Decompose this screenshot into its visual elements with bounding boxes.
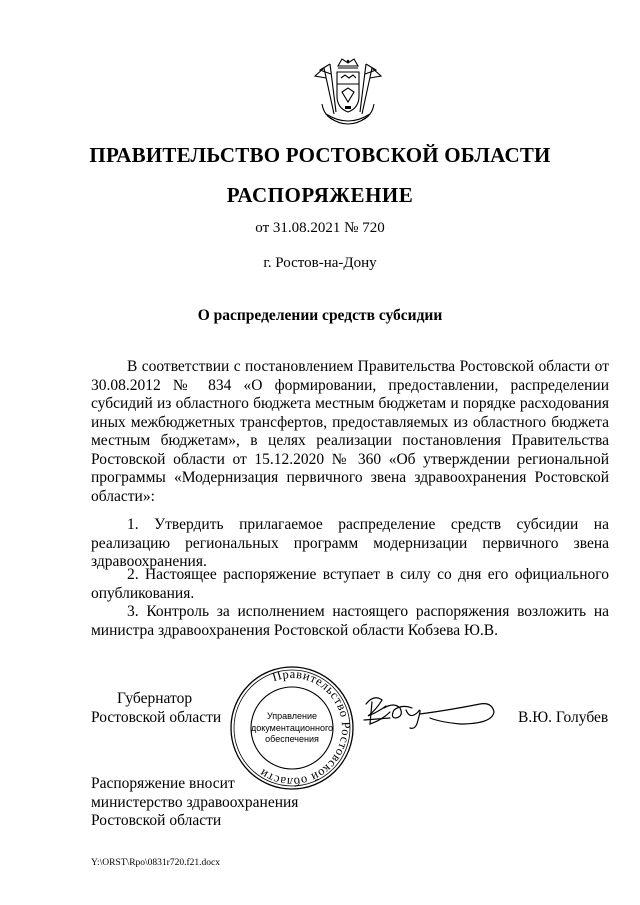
stamp-inner-line-1: Управление [266,711,318,721]
sender-line-3: Ростовской области [91,812,222,829]
document-date-number: от 31.08.2021 № 720 [255,220,385,236]
signatory-name: В.Ю. Голубев [518,709,609,726]
sender-line-1: Распоряжение вносит [91,775,235,792]
stamp-inner-line-2: документационного [250,722,334,733]
document-type: РАСПОРЯЖЕНИЕ [226,183,414,207]
document-subject: О распределении средств субсидии [197,307,443,324]
file-path: Y:\ORST\Rpo\0831r720.f21.docx [91,858,220,868]
order-item-2: 2. Настоящее распоряжение вступает в силу со дня его официального опубликования. [91,566,609,602]
handwritten-signature [360,690,500,734]
signatory-role [91,690,221,727]
sender-block [91,775,298,831]
government-title: ПРАВИТЕЛЬСТВО РОСТОВСКОЙ ОБЛАСТИ [89,143,551,167]
stamp-inner-line-3: обеспечения [265,734,319,744]
signatory-role-line-2: Ростовской области [91,708,222,726]
stamp-inner-text [246,711,338,746]
document-city: г. Ростов-на-Дону [263,255,377,271]
signatory-role-line-1: Губернатор [117,690,193,707]
svg-text:Правительство Ростовской облас: Правительство Ростовской области [256,666,354,790]
sender-line-2: министерство здравоохранения [91,793,299,811]
order-item-1: 1. Утвердить прилагаемое распределение средств субсидии на реализацию региональных программ модернизации первичного звена здравоохранения. [91,516,609,570]
intro-paragraph: В соответствии с постановлением Правительства Ростовской области от 30.08.2012 № 834 «О формировании, предоставлении, распределении субсидий из областного бюджета местным бюджетам и порядке расходования иных межбюджетных трансфертов, предоставляемых из областного бюджета местным бюджетам», в целях реализации постановления Правительства Ростовской области от 15.12.2020 № 360 «Об утверждении региональной программы «Модернизация первичного звена здравоохранения Ростовской области»: [91,358,609,505]
order-item-3: 3. Контроль за исполнением настоящего распоряжения возложить на министра здравоохранения Ростовской области Кобзева Ю.В. [91,603,609,639]
coat-of-arms-icon [312,56,384,130]
